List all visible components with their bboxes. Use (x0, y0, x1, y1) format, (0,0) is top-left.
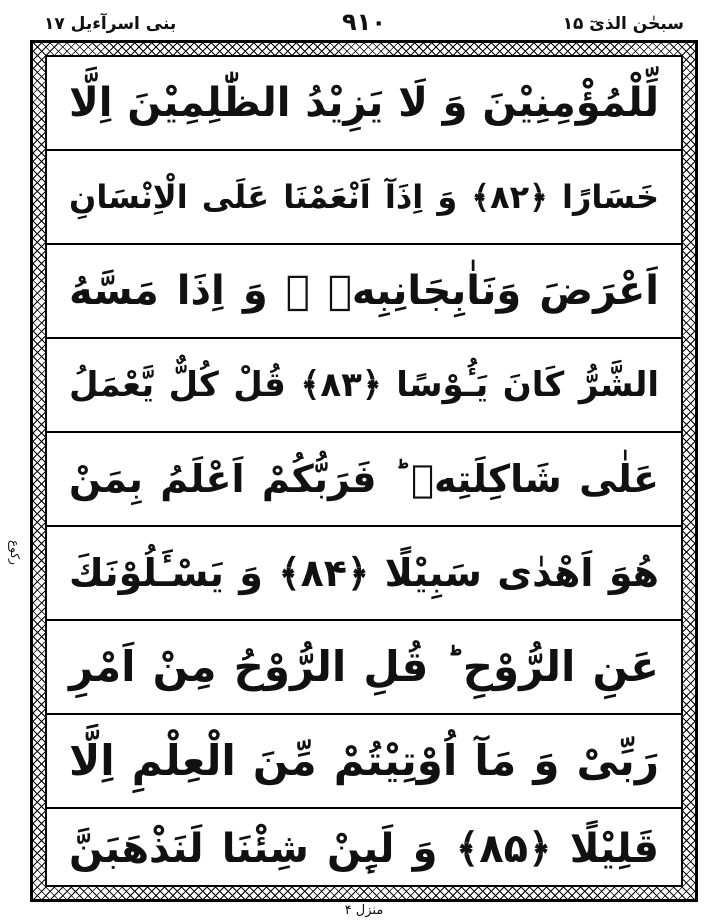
verse-line (47, 809, 681, 889)
text-panel (45, 55, 683, 887)
verse-line (47, 245, 681, 339)
verse-line-text: عَلٰی شَاكِلَتِهٖ ؕ فَرَبُّكُمْ اَعْلَمُ بِمَنْ (69, 457, 659, 501)
juz-name-header: سبحٰن الذیٓ ۱۵ (562, 14, 684, 34)
page-header (30, 6, 698, 40)
verse-lines (47, 57, 681, 885)
verse-line (47, 57, 681, 151)
verse-line-text: قَلِیْلًا ﴿۸۵﴾ وَ لَىِٕنْ شِئْنَا لَنَذْهَبَنَّ (69, 826, 659, 872)
verse-line (47, 621, 681, 715)
manzil-footer: منزل ۴ (344, 903, 384, 918)
verse-line (47, 151, 681, 245)
decorative-border (30, 40, 698, 902)
verse-line (47, 339, 681, 433)
page-number: ۹۱۰ (342, 8, 386, 36)
surah-name-header: بنی اسرآءیل ۱۷ (44, 14, 177, 34)
verse-line-text: خَسَارًا ﴿۸۲﴾ وَ اِذَآ اَنْعَمْنَا عَلَی الْاِنْسَانِ (69, 178, 660, 216)
verse-line (47, 715, 681, 809)
verse-line (47, 527, 681, 621)
verse-line (47, 433, 681, 527)
verse-line-text: الشَّرُّ كَانَ یَـُٔوْسًا ﴿۸۳﴾ قُلْ كُلٌّ یَّعْمَلُ (69, 365, 659, 405)
verse-line-text: عَنِ الرُّوْحِ ؕ قُلِ الرُّوْحُ مِنْ اَمْرِ (69, 642, 659, 691)
verse-line-text: هُوَ اَهْدٰی سَبِیْلًا ﴿۸۴﴾ وَ یَسْـَٔلُوْنَكَ (69, 551, 659, 595)
verse-line-text: لِّلْمُؤْمِنِیْنَ وَ لَا یَزِیْدُ الظّٰلِمِیْنَ اِلَّا (69, 80, 659, 126)
ruku-margin-note: ركوع (8, 540, 22, 565)
verse-line-text: رَبِّیْ وَ مَآ اُوْتِیْتُمْ مِّنَ الْعِلْمِ اِلَّا (69, 736, 659, 785)
verse-line-text: اَعْرَضَ وَنَاٰبِجَانِبِهٖ ۚ وَ اِذَا مَسَّهُ (69, 268, 659, 314)
